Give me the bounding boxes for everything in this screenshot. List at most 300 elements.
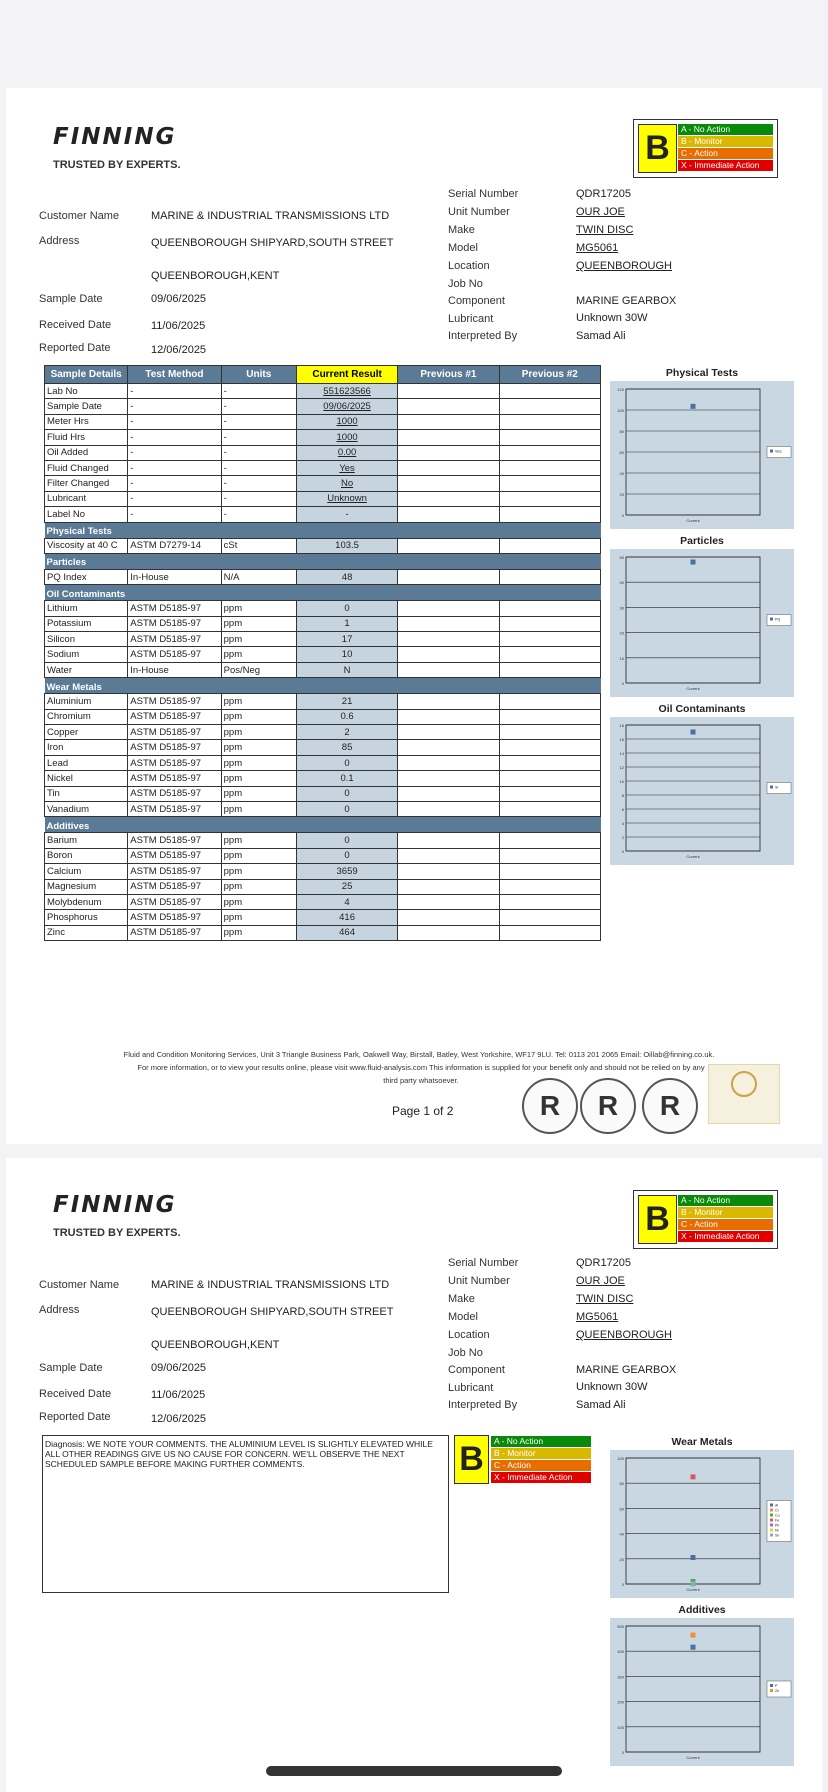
received-date-label: Received Date (39, 319, 112, 331)
previous-1 (398, 445, 499, 460)
row-label: Iron (45, 740, 128, 755)
row-label: Lithium (45, 601, 128, 616)
wear-metals-chart (610, 1434, 794, 1598)
units: ppm (221, 786, 296, 801)
col-previous-1: Previous #1 (398, 366, 499, 384)
row-label: Tin (45, 786, 128, 801)
y-tick-label: 40 (619, 471, 624, 476)
current-result: 551623566 (296, 384, 397, 399)
chart-area (610, 717, 794, 865)
legend-marker (770, 1519, 773, 1522)
make: TWIN DISC (576, 224, 634, 236)
make-label: Make (448, 1293, 475, 1305)
current-result: 416 (296, 910, 397, 925)
units: - (221, 491, 296, 506)
chart-plot (610, 1618, 794, 1766)
legend-label: Al (775, 1503, 779, 1508)
row-label: Sodium (45, 647, 128, 662)
row-label: Lead (45, 755, 128, 770)
y-tick-label: 0 (621, 681, 624, 686)
current-result: 09/06/2025 (296, 399, 397, 414)
previous-2 (499, 445, 600, 460)
table-row (45, 399, 601, 414)
current-result: Unknown (296, 491, 397, 506)
test-method: ASTM D5185-97 (128, 647, 221, 662)
col-previous-2: Previous #2 (499, 366, 600, 384)
previous-1 (398, 801, 499, 816)
previous-2 (499, 384, 600, 399)
previous-1 (398, 925, 499, 940)
address-line1: QUEENBOROUGH SHIPYARD,SOUTH STREET (151, 1306, 394, 1318)
legend-label: Pb (775, 1523, 780, 1528)
previous-1 (398, 864, 499, 879)
units: cSt (221, 538, 296, 553)
test-method: - (128, 507, 221, 522)
table-row (45, 538, 601, 553)
level-x: X - Immediate Action (678, 1231, 773, 1243)
job-label: Job No (448, 278, 483, 290)
current-result: 3659 (296, 864, 397, 879)
data-point-fe (691, 1474, 696, 1479)
report-page-2 (6, 1158, 822, 1792)
level-c: C - Action (678, 1219, 773, 1231)
table-row (45, 801, 601, 816)
previous-1 (398, 725, 499, 740)
model: MG5061 (576, 1311, 619, 1323)
x-tick-label: Current (686, 1755, 700, 1760)
data-point-pq (691, 560, 696, 565)
current-result: 0 (296, 601, 397, 616)
model-label: Model (448, 1311, 478, 1323)
additives-chart (610, 1602, 794, 1766)
status-letter: B (638, 1195, 677, 1244)
y-tick-label: 500 (617, 1624, 624, 1629)
table-row (45, 384, 601, 399)
legend-label: Cu (775, 1513, 780, 1518)
legend-marker (770, 1524, 773, 1527)
reported-date-label: Reported Date (39, 1411, 111, 1423)
current-result: 1000 (296, 414, 397, 429)
section-title: Oil Contaminants (45, 585, 601, 601)
row-label: Fluid Changed (45, 460, 128, 475)
row-label: Magnesium (45, 879, 128, 894)
current-result: 1000 (296, 430, 397, 445)
test-method: ASTM D5185-97 (128, 694, 221, 709)
table-row (45, 894, 601, 909)
level-a: A - No Action (678, 124, 773, 136)
address-label: Address (39, 1304, 80, 1316)
previous-1 (398, 755, 499, 770)
level-x: X - Immediate Action (491, 1472, 591, 1484)
received-date-label: Received Date (39, 1388, 112, 1400)
current-result: 25 (296, 879, 397, 894)
row-label: Phosphorus (45, 910, 128, 925)
legend-marker (770, 1529, 773, 1532)
model: MG5061 (576, 242, 619, 254)
customer-name: MARINE & INDUSTRIAL TRANSMISSIONS LTD (151, 1279, 390, 1291)
y-tick-label: 4 (621, 821, 624, 826)
address-line1: QUEENBOROUGH SHIPYARD,SOUTH STREET (151, 237, 394, 249)
previous-1 (398, 632, 499, 647)
row-label: Aluminium (45, 694, 128, 709)
previous-2 (499, 662, 600, 677)
previous-1 (398, 894, 499, 909)
units: ppm (221, 740, 296, 755)
test-method: ASTM D5185-97 (128, 801, 221, 816)
previous-1 (398, 569, 499, 584)
legend-marker (770, 618, 773, 621)
award-logo-icon (708, 1064, 780, 1124)
units: ppm (221, 894, 296, 909)
table-row (45, 662, 601, 677)
table-row (45, 848, 601, 863)
serial-label: Serial Number (448, 188, 519, 200)
table-row (45, 647, 601, 662)
accreditation-seal-icon: R (580, 1078, 636, 1134)
y-tick-label: 200 (617, 1699, 624, 1705)
level-b: B - Monitor (678, 136, 773, 148)
row-label: Lab No (45, 384, 128, 399)
y-tick-label: 20 (619, 630, 624, 636)
test-method: ASTM D5185-97 (128, 771, 221, 786)
level-b: B - Monitor (678, 1207, 773, 1219)
col-sample-details: Sample Details (45, 366, 128, 384)
units: ppm (221, 632, 296, 647)
y-tick-label: 50 (619, 555, 624, 560)
test-method: ASTM D5185-97 (128, 616, 221, 631)
legend-label: Sn (775, 1533, 780, 1538)
footer-address: Fluid and Condition Monitoring Services, Unit 3 Triangle Business Park, Oakwell Way, Birstall, Batley, West Yorkshire, WF17 9LU. Tel: 0113 201 2065 Email: Oillab@finning.co.uk. (123, 1050, 715, 1059)
customer-name: MARINE & INDUSTRIAL TRANSMISSIONS LTD (151, 210, 390, 222)
units: - (221, 445, 296, 460)
address-label: Address (39, 235, 80, 247)
previous-1 (398, 662, 499, 677)
current-result: 10 (296, 647, 397, 662)
location: QUEENBOROUGH (576, 1329, 672, 1341)
previous-2 (499, 647, 600, 662)
address-line2: QUEENBOROUGH,KENT (151, 270, 280, 282)
units: ppm (221, 833, 296, 848)
y-tick-label: 0 (621, 1750, 624, 1755)
x-tick-label: Current (686, 686, 700, 691)
test-method: - (128, 414, 221, 429)
component: MARINE GEARBOX (576, 1364, 677, 1376)
y-tick-label: 80 (619, 429, 624, 434)
previous-1 (398, 414, 499, 429)
data-point-visc (691, 404, 696, 409)
table-row (45, 833, 601, 848)
y-tick-label: 0 (621, 513, 624, 518)
y-tick-label: 8 (621, 793, 624, 798)
previous-2 (499, 632, 600, 647)
make: TWIN DISC (576, 1293, 634, 1305)
current-result: 103.5 (296, 538, 397, 553)
test-method: - (128, 430, 221, 445)
test-method: - (128, 460, 221, 475)
previous-2 (499, 430, 600, 445)
col-current-result: Current Result (296, 366, 397, 384)
current-result: 0.6 (296, 709, 397, 724)
row-label: Copper (45, 725, 128, 740)
previous-2 (499, 616, 600, 631)
table-row (45, 694, 601, 709)
serial-label: Serial Number (448, 1257, 519, 1269)
row-label: Oil Added (45, 445, 128, 460)
level-x: X - Immediate Action (678, 160, 773, 172)
table-row (45, 786, 601, 801)
test-method: In-House (128, 569, 221, 584)
chart-area (610, 381, 794, 529)
lubricant-label: Lubricant (448, 313, 494, 325)
oil-contaminants-chart (610, 701, 794, 865)
previous-1 (398, 771, 499, 786)
y-tick-label: 20 (619, 492, 624, 497)
table-row (45, 755, 601, 770)
table-row (45, 491, 601, 506)
current-result: 0 (296, 833, 397, 848)
y-tick-label: 120 (617, 387, 624, 392)
data-point-si (691, 730, 696, 735)
y-tick-label: 18 (619, 723, 624, 728)
lubricant: Unknown 30W (576, 1381, 648, 1393)
previous-2 (499, 694, 600, 709)
current-result: 48 (296, 569, 397, 584)
y-tick-label: 20 (619, 1556, 624, 1562)
location: QUEENBOROUGH (576, 260, 672, 272)
previous-2 (499, 460, 600, 475)
level-a: A - No Action (491, 1436, 591, 1448)
units: ppm (221, 709, 296, 724)
table-row (45, 925, 601, 940)
previous-1 (398, 538, 499, 553)
test-method: In-House (128, 662, 221, 677)
current-result: 4 (296, 894, 397, 909)
home-indicator[interactable] (266, 1766, 562, 1776)
y-tick-label: 0 (621, 849, 624, 854)
previous-2 (499, 910, 600, 925)
test-method: ASTM D5185-97 (128, 709, 221, 724)
row-label: Water (45, 662, 128, 677)
previous-1 (398, 476, 499, 491)
data-point-sn (691, 1582, 696, 1587)
page-number: Page 1 of 2 (392, 1104, 454, 1118)
units: ppm (221, 694, 296, 709)
previous-2 (499, 833, 600, 848)
legend-label: Zn (775, 1689, 780, 1693)
previous-1 (398, 491, 499, 506)
units: ppm (221, 647, 296, 662)
units: ppm (221, 910, 296, 925)
units: - (221, 399, 296, 414)
row-label: Vanadium (45, 801, 128, 816)
row-label: Lubricant (45, 491, 128, 506)
current-result: 2 (296, 725, 397, 740)
lubricant: Unknown 30W (576, 312, 648, 324)
x-tick-label: Current (686, 854, 700, 859)
table-row (45, 507, 601, 522)
units: ppm (221, 925, 296, 940)
previous-2 (499, 801, 600, 816)
table-row (45, 740, 601, 755)
previous-1 (398, 601, 499, 616)
section-header (45, 522, 601, 538)
previous-2 (499, 894, 600, 909)
units: ppm (221, 848, 296, 863)
test-method: ASTM D5185-97 (128, 740, 221, 755)
table-row (45, 632, 601, 647)
level-a: A - No Action (678, 1195, 773, 1207)
test-method: ASTM D5185-97 (128, 848, 221, 863)
units: - (221, 476, 296, 491)
units: - (221, 507, 296, 522)
previous-2 (499, 569, 600, 584)
received-date: 11/06/2025 (151, 320, 206, 332)
row-label: Calcium (45, 864, 128, 879)
units: ppm (221, 725, 296, 740)
status-badge (633, 1190, 778, 1249)
row-label: Barium (45, 833, 128, 848)
current-result: Yes (296, 460, 397, 475)
table-row (45, 771, 601, 786)
units: ppm (221, 771, 296, 786)
chart-area (610, 549, 794, 697)
chart-plot (610, 717, 794, 865)
units: ppm (221, 801, 296, 816)
units: - (221, 430, 296, 445)
section-title: Wear Metals (45, 678, 601, 694)
sample-date-label: Sample Date (39, 293, 103, 305)
current-result: 0 (296, 801, 397, 816)
y-tick-label: 10 (619, 779, 624, 784)
chart-title: Additives (678, 1604, 726, 1616)
address-line2: QUEENBOROUGH,KENT (151, 1339, 280, 1351)
previous-2 (499, 864, 600, 879)
current-result: 0 (296, 755, 397, 770)
test-method: ASTM D7279-14 (128, 538, 221, 553)
table-row (45, 910, 601, 925)
table-row (45, 569, 601, 584)
test-method: ASTM D5185-97 (128, 601, 221, 616)
y-tick-label: 16 (619, 737, 624, 742)
chart-area (610, 1618, 794, 1766)
table-row (45, 725, 601, 740)
tagline: TRUSTED BY EXPERTS. (53, 1227, 181, 1239)
test-method: - (128, 476, 221, 491)
legend-marker (770, 786, 773, 789)
row-label: Meter Hrs (45, 414, 128, 429)
table-row (45, 709, 601, 724)
units: - (221, 460, 296, 475)
units: ppm (221, 864, 296, 879)
section-header (45, 817, 601, 833)
x-tick-label: Current (686, 1587, 700, 1592)
test-method: - (128, 384, 221, 399)
test-method: ASTM D5185-97 (128, 894, 221, 909)
y-tick-label: 100 (617, 1724, 624, 1730)
legend-marker (770, 1504, 773, 1507)
test-method: ASTM D5185-97 (128, 925, 221, 940)
units: ppm (221, 601, 296, 616)
component: MARINE GEARBOX (576, 295, 677, 307)
report-page-1 (6, 88, 822, 1144)
current-result: 0 (296, 786, 397, 801)
accreditation-seal-icon: R (522, 1078, 578, 1134)
model-label: Model (448, 242, 478, 254)
units: ppm (221, 616, 296, 631)
current-result: 85 (296, 740, 397, 755)
units: - (221, 414, 296, 429)
section-title: Particles (45, 553, 601, 569)
sample-date: 09/06/2025 (151, 293, 207, 305)
current-result: 0.1 (296, 771, 397, 786)
y-tick-label: 6 (621, 807, 624, 812)
current-result: 0.00 (296, 445, 397, 460)
section-header (45, 678, 601, 694)
y-tick-label: 2 (621, 835, 624, 840)
previous-1 (398, 879, 499, 894)
previous-1 (398, 910, 499, 925)
col-units: Units (221, 366, 296, 384)
legend-label: Si (775, 785, 779, 790)
plot-frame (626, 557, 760, 683)
legend-label: PQ (775, 617, 781, 622)
previous-2 (499, 740, 600, 755)
y-tick-label: 100 (617, 1456, 624, 1461)
test-method: - (128, 399, 221, 414)
previous-2 (499, 755, 600, 770)
legend-label: Cr (775, 1508, 779, 1513)
customer-name-label: Customer Name (39, 1279, 120, 1291)
test-method: ASTM D5185-97 (128, 910, 221, 925)
section-header (45, 553, 601, 569)
current-result: 1 (296, 616, 397, 631)
test-method: - (128, 445, 221, 460)
location-label: Location (448, 260, 490, 272)
current-result: N (296, 662, 397, 677)
unit-number: OUR JOE (576, 206, 625, 218)
section-title: Physical Tests (45, 522, 601, 538)
data-point-zn (691, 1633, 696, 1638)
y-tick-label: 10 (619, 655, 624, 661)
legend-label: Visc (775, 449, 782, 454)
serial-number: QDR17205 (576, 1257, 632, 1269)
previous-2 (499, 786, 600, 801)
chart-area (610, 1450, 794, 1598)
status-badge (633, 119, 778, 178)
interpreted-by: Samad Ali (576, 330, 626, 342)
finning-logo: FINNING (53, 1192, 177, 1218)
test-method: ASTM D5185-97 (128, 864, 221, 879)
lubricant-label: Lubricant (448, 1382, 494, 1394)
test-method: ASTM D5185-97 (128, 833, 221, 848)
legend-label: P (775, 1684, 778, 1688)
legend-marker (770, 450, 773, 453)
status-letter: B (454, 1435, 489, 1484)
data-point-al (691, 1555, 696, 1560)
previous-2 (499, 538, 600, 553)
col-test-method: Test Method (128, 366, 221, 384)
sample-date-label: Sample Date (39, 1362, 103, 1374)
previous-1 (398, 384, 499, 399)
previous-1 (398, 616, 499, 631)
previous-1 (398, 430, 499, 445)
previous-2 (499, 848, 600, 863)
previous-2 (499, 476, 600, 491)
sample-date: 09/06/2025 (151, 1362, 207, 1374)
chart-title: Physical Tests (665, 367, 739, 379)
row-label: Boron (45, 848, 128, 863)
y-tick-label: 14 (619, 751, 624, 756)
